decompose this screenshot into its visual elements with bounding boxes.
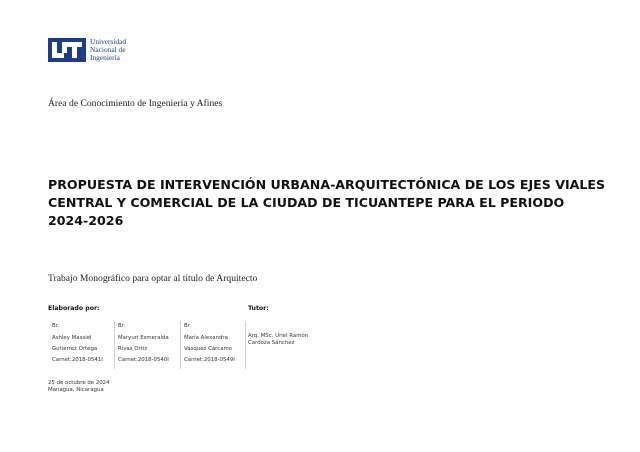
- elaborado-label: Elaborado por:: [48, 305, 100, 312]
- author-block: [180, 321, 246, 369]
- tutor-surname: Cardoza Sánchez: [248, 340, 295, 347]
- university-name: Universidad Nacional de Ingeniería: [90, 37, 127, 63]
- author-surname: Rivas Ortiz: [118, 346, 148, 352]
- tutor-label: Tutor:: [248, 305, 269, 312]
- document-title: PROPUESTA DE INTERVENCIÓN URBANA-ARQUITECTÓNICA DE LOS EJES VIALES CENTRAL Y COMERCIAL DE LA CIUDAD DE TICUANTEPE PARA EL PERIODO 2024-2026: [48, 177, 606, 228]
- tutor-block: [248, 333, 308, 348]
- author-surname: Vásquez Cárcamo: [184, 346, 233, 352]
- uni-logo-icon: [48, 38, 86, 62]
- footer: [48, 380, 110, 394]
- author-name: María Alexandra: [184, 335, 228, 341]
- tutor-name: Arq. MSc. Uriel Ramón: [248, 333, 309, 339]
- author-carnet: Carnet:2018-0541I: [52, 357, 103, 363]
- knowledge-area: Área de Conocimiento de Ingeniería y Afines: [48, 98, 223, 109]
- author-prefix: Br.: [118, 323, 126, 329]
- author-name: Ashley Massiel: [52, 335, 92, 341]
- author-surname: Gutiérrez Ortega: [52, 346, 98, 352]
- author-name: Maryuri Esmeralda: [118, 335, 169, 341]
- author-carnet: Carnet:2018-0540I: [118, 357, 169, 363]
- document-subtitle: Trabajo Monográfico para optar al título de Arquitecto: [48, 273, 258, 284]
- document-place: Managua, Nicaragua: [48, 387, 104, 394]
- author-carnet: Carnet:2018-0549I: [184, 357, 235, 363]
- author-prefix: Br.: [184, 323, 192, 329]
- author-block: [48, 321, 114, 369]
- column-divider: [114, 321, 115, 369]
- document-date: 25 de octubre de 2024: [48, 380, 110, 386]
- university-logo: [48, 38, 168, 64]
- column-divider: [180, 321, 181, 369]
- author-block: [114, 321, 180, 369]
- column-divider: [245, 321, 246, 369]
- author-prefix: Br.: [52, 323, 60, 329]
